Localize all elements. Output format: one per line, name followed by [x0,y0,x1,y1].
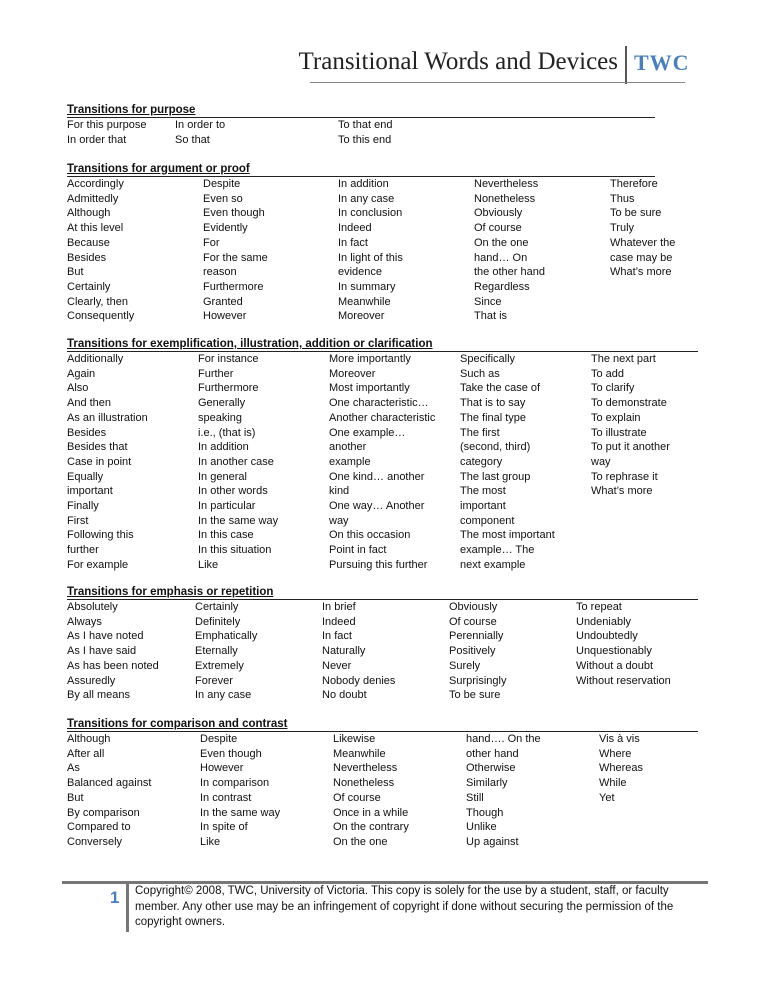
transition-word: To rephrase it [591,470,658,483]
transition-word: Certainly [195,601,239,613]
word-column [449,600,506,703]
transition-word: One example… [329,426,406,439]
transition-word: Whereas [599,762,644,775]
transition-word: Similarly [466,777,508,790]
transition-word: important [67,485,113,498]
transition-word: Vis à vis [599,733,640,745]
transition-word: way [329,514,349,527]
transition-word: Admittedly [67,192,119,205]
transition-word: Besides that [67,441,128,454]
transition-word: Naturally [322,645,366,658]
footer-divider [126,884,129,932]
transition-word: In spite of [200,821,248,834]
transition-word: To that end [338,119,393,131]
transition-word: Even though [203,207,265,220]
transition-word: Where [599,747,632,760]
transition-word: In any case [338,192,395,205]
transition-word: Without a doubt [576,659,654,672]
document-title: Transitional Words and Devices [298,48,618,75]
word-column [67,600,159,703]
word-column [67,352,148,573]
transition-word: Following this [67,529,134,542]
transition-word: Finally [67,500,99,513]
transition-word: Specifically [460,353,516,365]
transition-word: The last group [460,470,531,483]
word-column [591,352,670,499]
transition-word: kind [329,485,350,498]
transition-word: The most [460,485,506,498]
transition-word: But [67,266,84,279]
transition-word: Though [466,806,504,819]
transition-word: Otherwise [466,762,516,775]
transition-word: In summary [338,280,396,293]
transition-word: In other words [198,485,268,498]
transition-word: First [67,514,89,527]
transition-word: Case in point [67,455,132,468]
transition-word: By all means [67,689,130,702]
transition-word: Absolutely [67,601,118,613]
transition-word: Again [67,367,96,380]
transition-word: As [67,762,80,775]
transition-word: In contrast [200,791,252,804]
transition-word: i.e., (that is) [198,426,256,439]
transition-word: In addition [198,441,249,454]
transition-word: Moreover [338,310,385,323]
transition-word: Despite [203,178,241,190]
transition-word: Surprisingly [449,674,507,687]
word-column [200,732,280,850]
transition-word: Nevertheless [474,178,539,190]
transition-word: As has been noted [67,659,159,672]
section-title: Transitions for purpose [67,103,655,118]
transition-word: To be sure [449,689,501,702]
transition-word: In brief [322,601,356,613]
transition-word: Granted [203,295,243,308]
transition-word: In general [198,470,247,483]
transition-word: Further [198,367,234,380]
transition-word: What’s more [610,266,672,279]
transition-word: Truly [610,222,635,235]
transition-word: Equally [67,470,104,483]
copyright-notice: Copyright© 2008, TWC, University of Victoria. This copy is solely for the use by a student, staff, or faculty member. Any other use may be an infringement of copyright if done without securing the permission of the copyright owners. [135,885,674,928]
transition-word: Of course [449,615,497,628]
transition-word: In fact [322,630,352,643]
transition-word: way [591,455,611,468]
transition-word: Perennially [449,630,504,643]
transition-word: Nobody denies [322,674,396,687]
word-column [333,732,409,850]
word-column [67,177,134,324]
transition-word: Positively [449,645,496,658]
transition-word: Furthermore [203,280,264,293]
transition-word: In conclusion [338,207,403,220]
transition-word: The final type [460,411,527,424]
transition-word: Furthermore [198,382,259,395]
transition-word: So that [175,133,210,146]
transition-word: Conversely [67,835,123,848]
transition-word: At this level [67,222,124,235]
transition-word: Nonetheless [474,192,536,205]
section-title: Transitions for comparison and contrast [67,717,698,732]
transition-word: category [460,455,503,468]
transition-word: Eternally [195,645,238,658]
transition-word: As I have said [67,645,137,658]
transition-word: important [460,500,506,513]
transition-word: Certainly [67,280,111,293]
transition-word: Still [466,791,484,804]
transition-word: As I have noted [67,630,144,643]
transition-word: Like [198,558,219,571]
transition-section [67,162,676,323]
transition-word: Such as [460,367,500,380]
transition-word: On this occasion [329,529,411,542]
transition-word: The most important [460,529,555,542]
transition-word: To demonstrate [591,397,667,410]
transition-word: In order that [67,133,127,146]
transition-word: Unlike [466,821,497,834]
transition-word: However [203,310,247,323]
transition-word: Accordingly [67,178,124,190]
transition-word: In any case [195,689,252,702]
word-column [338,177,403,324]
transition-word: other hand [466,747,519,760]
header-rule [310,82,685,83]
transition-word: In addition [338,178,389,190]
transition-word: One way… Another [329,500,425,513]
transition-word: Nevertheless [333,762,398,775]
word-column [610,177,675,280]
transition-word: That is [474,310,508,323]
section-title: Transitions for emphasis or repetition [67,585,698,600]
transition-section [67,585,698,702]
transition-word: Moreover [329,367,376,380]
word-column [203,177,268,324]
transition-word: Obviously [474,207,523,220]
transition-word: The first [460,426,500,439]
transition-word: Up against [466,835,519,848]
section-title: Transitions for exemplification, illustration, addition or clarification [67,337,698,352]
transition-word: (second, third) [460,441,531,454]
transition-word: In this situation [198,544,272,557]
header-divider [625,46,627,84]
transition-word: That is to say [460,397,526,410]
transition-word: In the same way [198,514,279,527]
section-title: Transitions for argument or proof [67,162,655,177]
transition-word: Balanced against [67,777,152,790]
transition-word: Even though [200,747,262,760]
transition-word: To explain [591,411,641,424]
transition-word: Undeniably [576,615,632,628]
transition-word: Take the case of [460,382,541,395]
transition-word: In order to [175,119,226,131]
transition-section [67,103,655,146]
transition-word: Besides [67,251,107,264]
transition-word: Unquestionably [576,645,652,658]
transition-word: The next part [591,353,656,365]
transition-word: Regardless [474,280,530,293]
transition-word: hand… On [474,251,528,264]
transition-word: example [329,455,371,468]
transition-word: speaking [198,411,243,424]
transition-word: Of course [333,791,381,804]
transition-word: In particular [198,500,256,513]
transition-word: In fact [338,236,368,249]
transition-word: Even so [203,192,243,205]
transition-word: Nonetheless [333,777,395,790]
transition-word: Evidently [203,222,248,235]
page-header [0,46,768,82]
transition-word: Obviously [449,601,498,613]
transition-word: Also [67,382,89,395]
transition-word: Since [474,295,502,308]
transition-word: By comparison [67,806,140,819]
transition-word: example… The [460,544,535,557]
transition-word: Definitely [195,615,241,628]
transition-word: For [203,236,220,249]
transition-word: Like [200,835,221,848]
transition-word: To illustrate [591,426,647,439]
word-column [466,732,541,850]
transition-word: Once in a while [333,806,409,819]
word-column [329,352,435,573]
word-column [338,118,392,147]
page-number: 1 [110,888,120,907]
transition-word: More importantly [329,353,411,365]
transition-word: To this end [338,133,392,146]
transition-word: One characteristic… [329,397,429,410]
transition-word: To add [591,367,625,380]
transition-word: Always [67,615,102,628]
transition-word: Whatever the [610,236,676,249]
transition-word: For this purpose [67,119,147,131]
transition-word: Because [67,236,110,249]
transition-word: Most importantly [329,382,410,395]
transition-word: To be sure [610,207,662,220]
transition-word: However [200,762,244,775]
word-column [67,118,146,147]
transition-word: In comparison [200,777,270,790]
transition-word: further [67,544,99,557]
transition-word: Meanwhile [333,747,386,760]
transition-word: Although [67,207,111,220]
transition-word: Clearly, then [67,295,128,308]
word-column [322,600,395,703]
transition-section [67,717,698,848]
transition-word: component [460,514,515,527]
transition-word: In the same way [200,806,281,819]
transition-word: No doubt [322,689,367,702]
word-column [198,352,278,573]
transition-word: In another case [198,455,274,468]
transition-word: Another characteristic [329,411,436,424]
transition-word: One kind… another [329,470,425,483]
transition-word: Yet [599,791,615,804]
transition-word: What’s more [591,485,653,498]
transition-word: Extremely [195,659,244,672]
transition-word: On the one [333,835,388,848]
word-column [474,177,545,324]
transition-word: For the same [203,251,268,264]
word-column [599,732,643,806]
transition-word: To repeat [576,601,622,613]
brand-logo-text: TWC [634,50,690,75]
transition-section [67,337,698,571]
transition-word: Never [322,659,352,672]
transition-word: Pursuing this further [329,558,428,571]
transition-word: Generally [198,397,246,410]
transition-word: Although [67,733,111,745]
transition-word: But [67,791,84,804]
transition-word: While [599,777,627,790]
transition-word: Consequently [67,310,135,323]
transition-word: Forever [195,674,233,687]
transition-word: For instance [198,353,259,365]
transition-word: In light of this [338,251,403,264]
transition-word: evidence [338,266,383,279]
transition-word: Indeed [338,222,372,235]
transition-word: Despite [200,733,238,745]
transition-word: Emphatically [195,630,258,643]
transition-word: To clarify [591,382,635,395]
transition-word: Likewise [333,733,376,745]
transition-word: Additionally [67,353,124,365]
transition-word: Thus [610,192,635,205]
transition-word: Indeed [322,615,356,628]
transition-word: Point in fact [329,544,387,557]
transition-word: Surely [449,659,481,672]
word-column [460,352,555,573]
word-column [576,600,671,688]
transition-word: As an illustration [67,411,148,424]
word-column [195,600,257,703]
transition-word: And then [67,397,112,410]
transition-word: reason [203,266,237,279]
transition-word: Of course [474,222,522,235]
word-column [175,118,225,147]
transition-word: next example [460,558,526,571]
transition-word: To put it another [591,441,670,454]
transition-word: another [329,441,367,454]
transition-word: After all [67,747,105,760]
transition-word: Without reservation [576,674,671,687]
transition-word: On the contrary [333,821,409,834]
transition-word: the other hand [474,266,545,279]
transition-word: In this case [198,529,254,542]
transition-word: Assuredly [67,674,116,687]
transition-word: Therefore [610,178,658,190]
transition-word: Undoubtedly [576,630,638,643]
word-column [67,732,151,850]
transition-word: For example [67,558,129,571]
transition-word: Compared to [67,821,131,834]
transition-word: On the one [474,236,529,249]
transition-word: Besides [67,426,107,439]
transition-word: hand…. On the [466,733,541,745]
transition-word: case may be [610,251,673,264]
transition-word: Meanwhile [338,295,391,308]
